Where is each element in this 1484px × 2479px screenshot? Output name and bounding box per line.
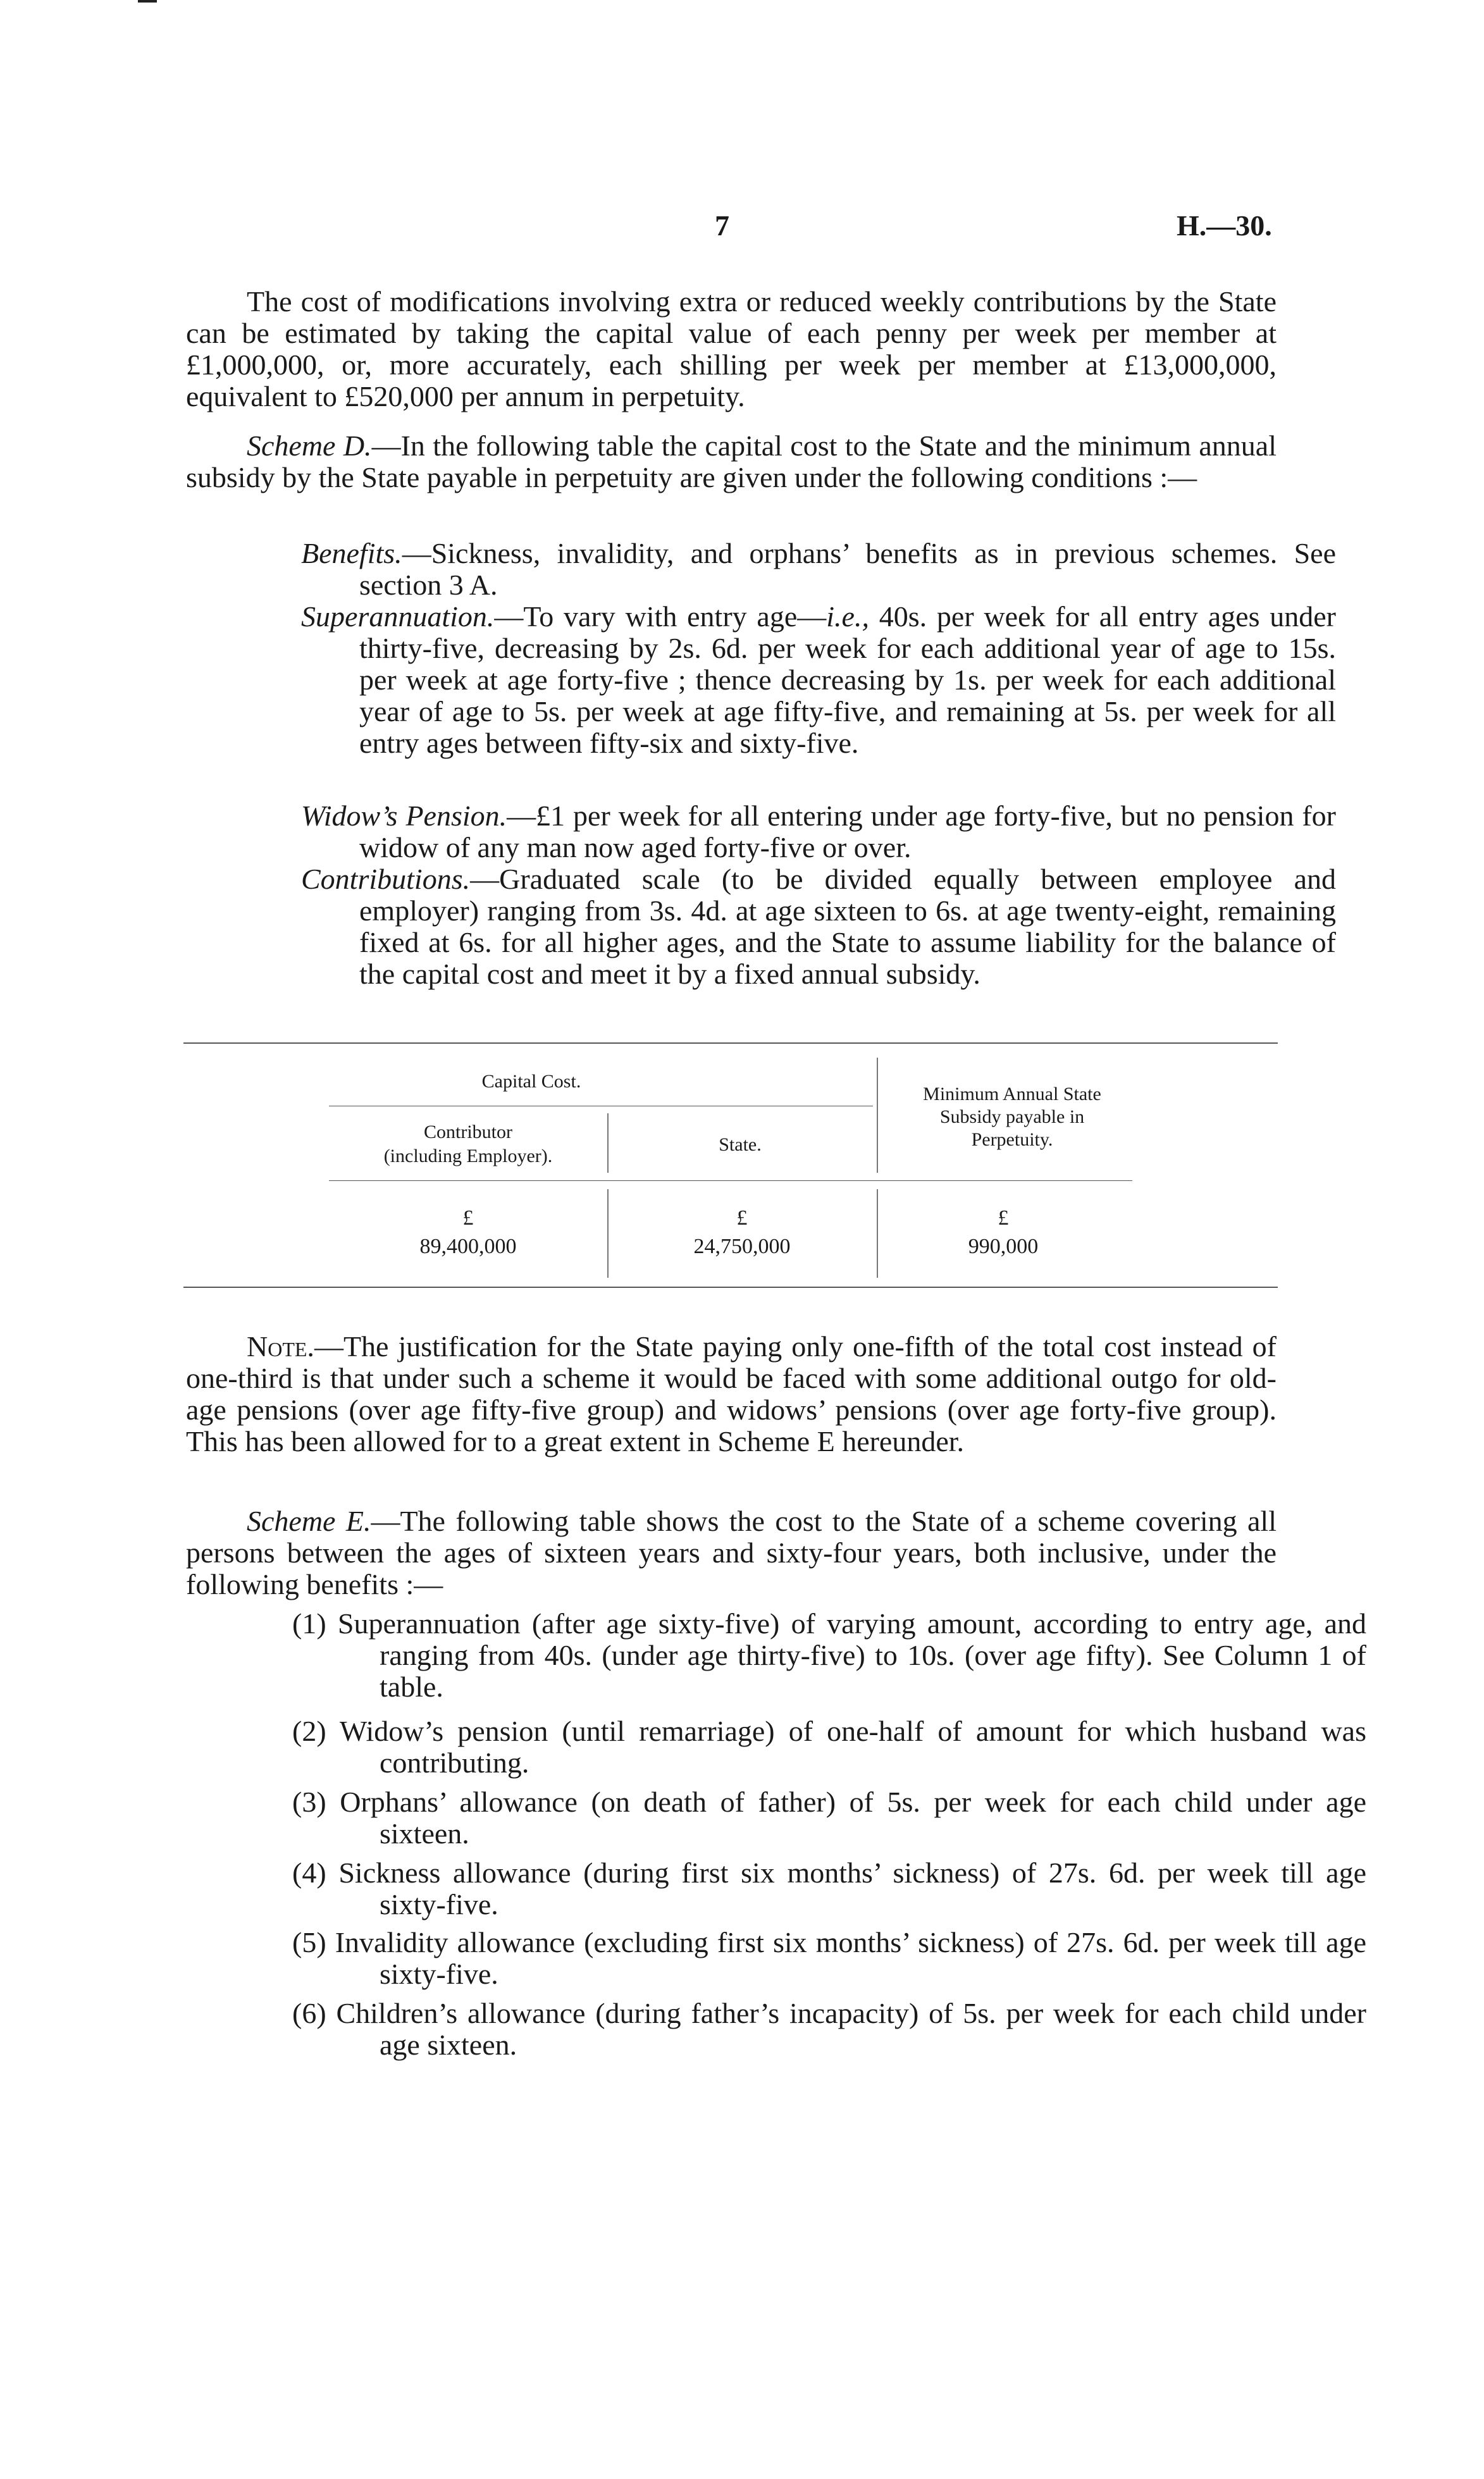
condition-term: Superannuation. [301,600,495,633]
table-bottom-rule [183,1287,1278,1288]
benefit-number: (1) [292,1607,326,1640]
benefit-item [292,1927,1366,1990]
subsidy-header-line2: Subsidy payable in [939,1106,1085,1127]
scheme-d-text: —In the following table the capital cost to the State and the minimum annual subsidy by the State payable in perpetuity are given under the following conditions :— [186,430,1277,493]
benefit-item [292,1786,1366,1850]
benefit-text: Sickness allowance (during first six months’ sickness) of 27s. 6d. per week till age sixty-five. [338,1857,1366,1920]
condition-benefits [301,538,1336,601]
condition-term: Contributions. [301,863,471,895]
condition-text: —Graduated scale (to be divided equally between employee and employer) ranging from 3s. 4d. at age sixteen to 6s. at age twenty-eight, remaining fixed at 6s. for all higher ages, and the State to assume liability for the balance of the capital cost and meet it by a fixed annual subsidy. [359,863,1336,990]
scheme-e-text: —The following table shows the cost to the State of a scheme covering all persons between the ages of sixteen years and sixty-four years, both inclusive, under the following benefits :— [186,1505,1277,1600]
condition-contributions [301,863,1336,990]
condition-text: —£1 per week for all entering under age forty-five, but no pension for widow of any man now aged forty-five or over. [359,800,1336,863]
contributor-value: 89,400,000 [419,1235,517,1258]
header-divider-2 [877,1058,878,1173]
subsidy-currency: £ [998,1206,1009,1230]
scheme-d-label: Scheme D. [247,430,372,462]
contributor-header-line2: (including Employer). [383,1146,553,1166]
condition-term: Benefits. [301,537,402,569]
benefit-text: Children’s allowance (during father’s incapacity) of 5s. per week for each child under age sixteen. [336,1997,1366,2061]
scheme-e-label: Scheme E. [247,1505,371,1537]
state-header: State. [719,1134,762,1155]
contributor-currency: £ [462,1206,474,1230]
contributor-header-line1: Contributor [424,1122,512,1142]
page-number: 7 [715,209,729,242]
subsidy-value: 990,000 [968,1235,1039,1258]
benefit-item [292,1716,1366,1779]
benefit-item [292,1857,1366,1920]
benefit-number: (4) [292,1857,326,1889]
capital-cost-header: Capital Cost. [481,1071,581,1092]
benefit-item [292,1608,1366,1703]
header-bottom-rule [329,1180,1132,1181]
scheme-d-paragraph [186,430,1277,493]
condition-text-rest: 40s. per week for all entry ages under thirty-five, decreasing by 2s. 6d. per week for each additional year of age to 15s. per week at age forty-five ; thence decreasing by 1s. per week for each additional year of age to 5s. per week at age fifty-five, and remaining at 5s. per week for all entry ages between fifty-six and sixty-five. [359,600,1336,759]
scheme-e-paragraph [186,1505,1277,1600]
state-value: 24,750,000 [693,1235,791,1258]
intro-paragraph: The cost of modifications involving extra or reduced weekly contributions by the State can be estimated by taking the capital value of each penny per week per member at £1,000,000, or, more accurately, each shilling per week per member at £13,000,000, equivalent to £520,000 per annum in perpetuity. [186,285,1277,412]
table-top-rule [183,1042,1278,1044]
benefit-text: Superannuation (after age sixty-five) of varying amount, according to entry age, and ranging from 40s. (under age thirty-five) to 10s. (over age fifty). See Column 1 of table. [337,1607,1366,1703]
note-text: —The justification for the State paying only one-fifth of the total cost instead of one-third is that under such a scheme it would be faced with some additional outgo for old-age pensions (over age fifty-five group) and widows’ pensions (over age forty-five group). This has been allowed for to a great extent in Scheme E hereunder. [186,1330,1277,1457]
condition-superannuation [301,601,1336,759]
state-currency: £ [736,1206,748,1230]
corner-mark [138,0,157,3]
benefit-item [292,1998,1366,2061]
note-paragraph [186,1331,1277,1457]
header-divider-1 [607,1113,609,1173]
subsidy-header-line1: Minimum Annual State [923,1084,1101,1104]
condition-text: —To vary with entry age— [494,600,827,633]
note-label: Note. [247,1330,314,1363]
condition-text: —Sickness, invalidity, and orphans’ benefits as in previous schemes. See section 3 A. [359,537,1336,601]
benefit-text: Widow’s pension (until remarriage) of one-half of amount for which husband was contributing. [339,1715,1366,1779]
condition-emphasis: i.e., [826,600,869,633]
benefit-number: (5) [292,1926,326,1958]
benefit-number: (3) [292,1786,326,1818]
benefit-text: Orphans’ allowance (on death of father) of 5s. per week for each child under age sixteen. [340,1786,1366,1850]
benefit-text: Invalidity allowance (excluding first six months’ sickness) of 27s. 6d. per week till age sixty-five. [335,1926,1367,1990]
benefit-number: (2) [292,1715,326,1747]
subsidy-header-line3: Perpetuity. [971,1129,1053,1150]
condition-term: Widow’s Pension. [301,800,507,832]
document-reference: H.—30. [1177,209,1272,242]
condition-widows-pension [301,800,1336,863]
benefit-number: (6) [292,1997,326,2029]
